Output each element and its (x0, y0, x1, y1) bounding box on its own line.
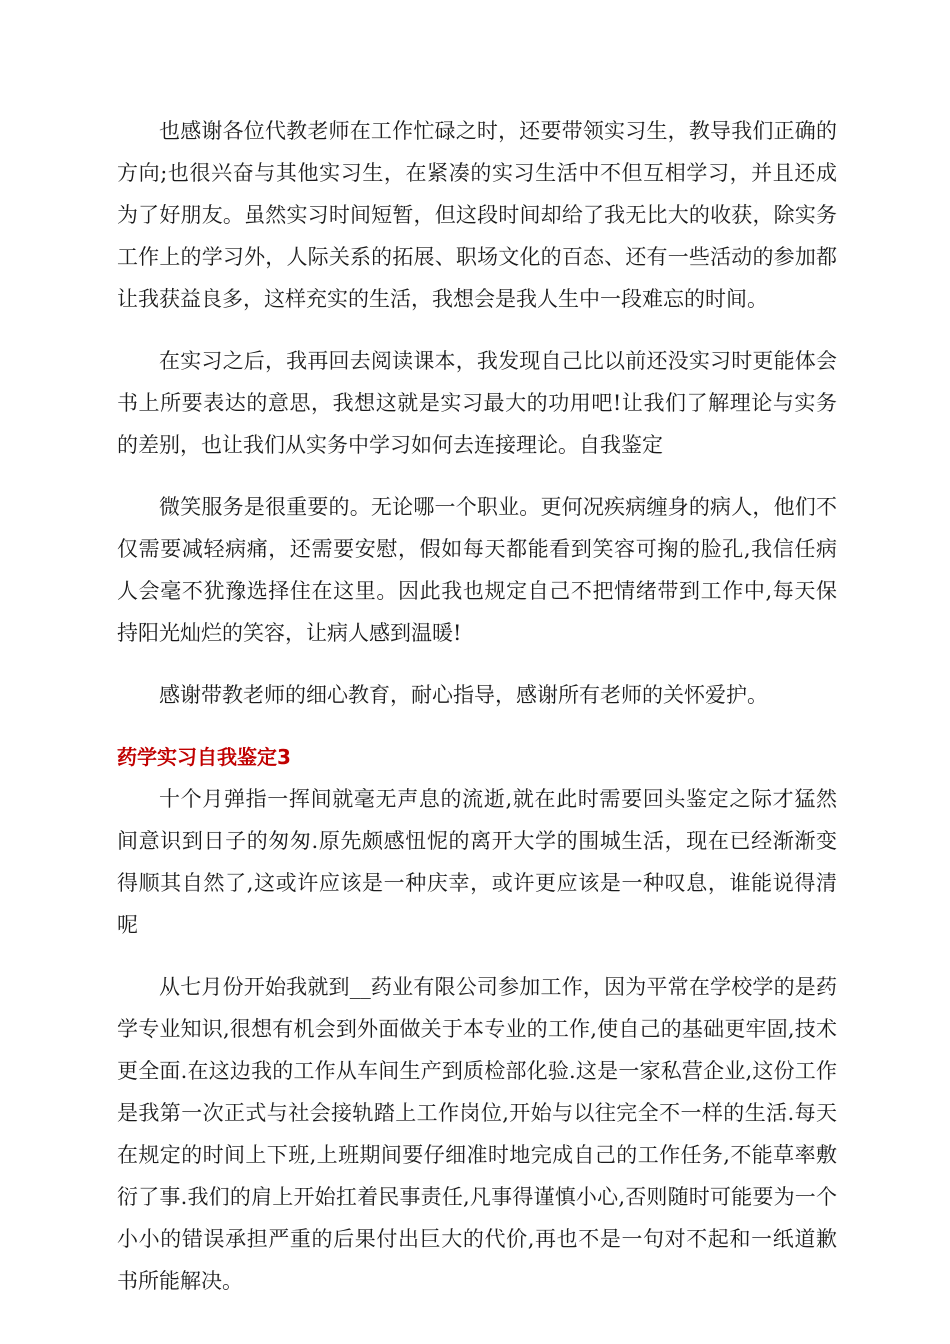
paragraph-after-internship: 在实习之后，我再回去阅读课本，我发现自己比以前还没实习时更能体会书上所要表达的意思，我想这就是实习最大的功用吧!让我们了解理论与实务的差别，也让我们从实务中学习如何去连接理论。自我鉴定 (117, 349, 837, 457)
paragraph-thanks-teachers: 也感谢各位代教老师在工作忙碌之时，还要带领实习生，教导我们正确的方向;也很兴奋与其他实习生，在紧凑的实习生活中不但互相学习，并且还成为了好朋友。虽然实习时间短暂，但这段时间却给了我无比大的收获，除实务工作上的学习外，人际关系的拓展、职场文化的百态、还有一些活动的参加都让我获益良多，这样充实的生活，我想会是我人生中一段难忘的时间。 (117, 119, 837, 311)
section-heading: 药学实习自我鉴定3 (117, 745, 291, 769)
paragraph-thanks-all: 感谢带教老师的细心教育，耐心指导，感谢所有老师的关怀爱护。 (159, 683, 768, 707)
paragraph-july-work: 从七月份开始我就到__药业有限公司参加工作，因为平常在学校学的是药学专业知识,很想有机会到外面做关于本专业的工作,使自己的基础更牢固,技术更全面.在这边我的工作从车间生产到质检部化验.这是一家私营企业,这份工作是我第一次正式与社会接轨踏上工作岗位,开始与以往完全不一样的生活.每天在规定的时间上下班,上班期间要仔细准时地完成自己的工作任务,不能草率敷衍了事.我们的肩上开始扛着民事责任,凡事得谨慎小心,否则随时可能要为一个小小的错误承担严重的后果付出巨大的代价,再也不是一句对不起和一纸道歉书所能解决。 (117, 975, 837, 1293)
paragraph-ten-months: 十个月弹指一挥间就毫无声息的流逝,就在此时需要回头鉴定之际才猛然间意识到日子的匆匆.原先颇感忸怩的离开大学的围城生活，现在已经渐渐变得顺其自然了,这或许应该是一种庆幸，或许更应该是一种叹息，谁能说得清呢 (117, 787, 837, 937)
document-body (117, 110, 837, 1322)
paragraph-smile-service: 微笑服务是很重要的。无论哪一个职业。更何况疾病缠身的病人，他们不仅需要减轻病痛，还需要安慰，假如每天都能看到笑容可掬的脸孔,我信任病人会毫不犹豫选择住在这里。因此我也规定自己不把情绪带到工作中,每天保持阳光灿烂的笑容，让病人感到温暖! (117, 495, 837, 645)
